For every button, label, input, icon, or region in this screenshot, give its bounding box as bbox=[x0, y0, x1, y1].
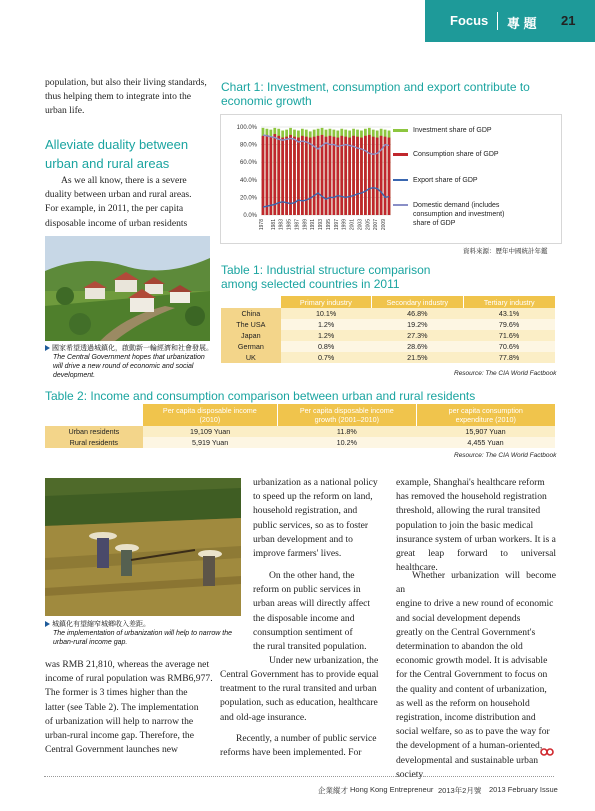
x-tick-label: 2005 bbox=[365, 219, 372, 231]
bar-consumption bbox=[384, 137, 387, 215]
row-label: Japan bbox=[221, 330, 281, 341]
legend-swatch bbox=[393, 204, 408, 206]
text-line: example, Shanghai's healthcare reform bbox=[396, 477, 545, 488]
bar-consumption bbox=[262, 136, 265, 215]
table-cell: 19,109 Yuan bbox=[143, 426, 278, 437]
y-tick-label: 100.0% bbox=[236, 125, 257, 131]
table-cell: 79.6% bbox=[463, 319, 555, 330]
y-tick-label: 0.0% bbox=[243, 213, 257, 219]
table-cell: 19.2% bbox=[372, 319, 463, 330]
text-line: has removed the household registration bbox=[396, 491, 547, 503]
y-tick-label: 20.0% bbox=[239, 195, 257, 202]
legend-label bbox=[413, 150, 499, 159]
bar-consumption bbox=[301, 136, 304, 215]
text-line: thus helping them to integrate into the bbox=[45, 91, 192, 103]
x-tick-label: 1993 bbox=[318, 219, 325, 231]
table1-title bbox=[221, 263, 561, 291]
caption-en-line: development. bbox=[53, 372, 96, 379]
legend-label-line: Domestic demand (includes bbox=[413, 202, 500, 209]
text-line: consumption sentiment of bbox=[253, 626, 353, 638]
right-col-para1 bbox=[396, 476, 556, 575]
table-cell: 77.8% bbox=[463, 352, 555, 363]
text-line: urbanization as a national policy bbox=[253, 477, 378, 488]
text-line: household registration, and bbox=[253, 505, 358, 517]
bar-consumption bbox=[340, 136, 343, 215]
row-label: Rural residents bbox=[45, 437, 143, 448]
table-row bbox=[221, 352, 555, 363]
text-line: the disposable income and bbox=[253, 612, 355, 624]
issue-zh: 2013年2月號 bbox=[438, 786, 482, 795]
x-tick-label: 1978 bbox=[258, 219, 265, 231]
x-tick-label: 1985 bbox=[286, 219, 293, 231]
table-header-cell: Tertiary industry bbox=[463, 296, 555, 308]
x-tick-label: 2003 bbox=[357, 219, 364, 231]
y-tick-label: 60.0% bbox=[239, 160, 257, 167]
chart-plot bbox=[221, 115, 561, 243]
bar-consumption bbox=[309, 138, 312, 215]
legend-label-line: Export share of GDP bbox=[413, 177, 478, 184]
legend-label-line: share of GDP bbox=[413, 220, 456, 227]
text-line: For example, in 2011, the per capita bbox=[45, 203, 184, 215]
text-line: duality between urban and rural areas. bbox=[45, 189, 192, 201]
text-line: determination to abandon the old bbox=[396, 641, 523, 653]
table-header-cell: Secondary industry bbox=[372, 296, 463, 308]
bar-consumption bbox=[333, 137, 336, 215]
text-line: disposable income of urban residents bbox=[45, 217, 188, 229]
text-line: and old-age insurance. bbox=[220, 711, 307, 723]
table1-title-line: among selected countries in 2011 bbox=[221, 277, 400, 291]
chart-title-line: economic growth bbox=[221, 94, 312, 108]
table-row bbox=[45, 437, 555, 448]
table-cell: 28.6% bbox=[372, 341, 463, 352]
x-tick-label: 2001 bbox=[349, 219, 356, 231]
bar-consumption bbox=[269, 137, 272, 215]
page-number: 21 bbox=[561, 13, 576, 28]
bar-consumption bbox=[372, 137, 375, 215]
text-line: The former is 3 times higher than the bbox=[45, 687, 188, 699]
header-line: expenditure (2010) bbox=[455, 415, 516, 424]
right-col-para2 bbox=[396, 569, 556, 782]
bar-consumption bbox=[344, 137, 347, 215]
text-line: reform on public services in bbox=[253, 584, 361, 596]
header-line: Per capita disposable income bbox=[299, 406, 394, 415]
text-line: improve farmers' lives. bbox=[253, 548, 342, 560]
caption-triangle-icon bbox=[45, 345, 50, 351]
legend-label bbox=[413, 126, 492, 135]
table-cell: 15,907 Yuan bbox=[416, 426, 555, 437]
middle-col-para2-cont bbox=[220, 668, 381, 725]
table-header-cell bbox=[416, 404, 555, 426]
legend-label-line: Investment share of GDP bbox=[413, 127, 492, 134]
text-line: population, but also their living standards, bbox=[45, 77, 207, 88]
text-line: income of rural population was RMB6,977. bbox=[45, 673, 213, 685]
table-cell: 0.7% bbox=[281, 352, 372, 363]
text-line: On the other hand, the bbox=[269, 570, 355, 581]
bar-consumption bbox=[266, 135, 269, 215]
table-header-row bbox=[221, 296, 555, 308]
subheading-line: Alleviate duality between bbox=[45, 137, 189, 152]
subheading bbox=[45, 135, 215, 173]
text-line: great leap forward to universal healthcare. bbox=[396, 548, 556, 574]
bar-consumption bbox=[325, 137, 328, 215]
table-cell: 70.6% bbox=[463, 341, 555, 352]
table-cell: 10.2% bbox=[278, 437, 416, 448]
bar-consumption bbox=[364, 136, 367, 215]
page-header bbox=[0, 0, 595, 42]
bar-consumption bbox=[305, 137, 308, 215]
text-line: population to join the basic medical bbox=[396, 519, 534, 531]
text-line: population, such as education, healthcare bbox=[220, 697, 378, 709]
bar-consumption bbox=[329, 136, 332, 215]
x-tick-label: 2009 bbox=[381, 219, 388, 231]
text-line: urban areas will directly affect bbox=[253, 598, 371, 610]
section-label: Focus bbox=[450, 13, 489, 28]
table-row bbox=[221, 308, 555, 319]
x-tick-label: 1987 bbox=[294, 219, 301, 231]
text-line: was RMB 21,810, whereas the average net bbox=[45, 659, 210, 670]
text-line: urban-rural income gap. Therefore, the bbox=[45, 730, 194, 742]
text-line: developmental and sustainable urban bbox=[396, 754, 538, 766]
footer-divider bbox=[44, 776, 554, 777]
table-row bbox=[221, 319, 555, 330]
table1-source: Resource: The CIA World Factbook bbox=[454, 370, 557, 377]
bar-consumption bbox=[297, 138, 300, 215]
text-line: Central Government launches new bbox=[45, 744, 178, 756]
text-line: economic growth model. It is advisable bbox=[396, 655, 548, 667]
table-cell: 10.1% bbox=[281, 308, 372, 319]
section-label-zh: 專 題 bbox=[507, 16, 537, 31]
table-header-cell bbox=[278, 404, 416, 426]
table1-title-line: Table 1: Industrial structure comparison bbox=[221, 263, 431, 277]
table-cell: 0.8% bbox=[281, 341, 372, 352]
bar-consumption bbox=[388, 138, 391, 215]
table-cell: 43.1% bbox=[463, 308, 555, 319]
text-line: of urbanization will help to narrow the bbox=[45, 715, 194, 727]
x-tick-label: 2007 bbox=[373, 219, 380, 231]
x-tick-label: 1989 bbox=[302, 219, 309, 231]
legend-label-line: consumption and investment) bbox=[413, 211, 505, 218]
y-tick-label: 40.0% bbox=[239, 177, 257, 184]
row-label: China bbox=[221, 308, 281, 319]
intro-text bbox=[45, 76, 208, 119]
bar-consumption bbox=[352, 136, 355, 215]
bar-consumption bbox=[368, 135, 371, 215]
table-cell: 71.6% bbox=[463, 330, 555, 341]
caption-en-line: will drive a new round of economic and social bbox=[53, 363, 194, 370]
income-consumption-table bbox=[45, 404, 555, 448]
chart-title bbox=[221, 80, 561, 108]
bar-consumption bbox=[348, 138, 351, 215]
text-line: for the Central Government to focus on bbox=[396, 669, 548, 681]
x-tick-label: 1995 bbox=[325, 219, 332, 231]
chart-source: 資料來源：歷年中國統計年鑑 bbox=[463, 248, 548, 255]
table-header-row bbox=[45, 404, 555, 426]
text-line: urban development and to bbox=[253, 533, 353, 545]
farmers-photo bbox=[45, 478, 241, 616]
industrial-structure-table bbox=[221, 296, 555, 363]
text-line: insurance system of urban workers. It is a bbox=[396, 533, 556, 545]
caption-zh: 國家希望透過城鎮化，啟動新一輪經濟和社會發展。 bbox=[52, 345, 213, 352]
text-line: latter (see Table 2). The implementation bbox=[45, 701, 199, 713]
caption-zh: 城鎮化有望縮窄城鄉收入差距。 bbox=[52, 621, 150, 628]
table-header-cell: Primary industry bbox=[281, 296, 372, 308]
text-line: reforms have been implemented. For bbox=[220, 747, 362, 759]
text-line: As we all know, there is a severe bbox=[61, 175, 187, 186]
table-row bbox=[221, 341, 555, 352]
legend-swatch bbox=[393, 179, 408, 181]
table-cell: 27.3% bbox=[372, 330, 463, 341]
chart-panel bbox=[220, 114, 562, 244]
text-line: engine to drive a new round of economic bbox=[396, 598, 554, 610]
table-header-cell bbox=[221, 296, 281, 308]
text-line: public services, so as to foster bbox=[253, 519, 369, 531]
table-cell: 4,455 Yuan bbox=[416, 437, 555, 448]
text-line: as well as the reform on household bbox=[396, 697, 530, 709]
text-line: Central Government has to provide equal bbox=[220, 669, 379, 680]
y-tick-label: 80.0% bbox=[239, 142, 257, 149]
header-line: Per capita disposable income bbox=[162, 406, 257, 415]
row-label: UK bbox=[221, 352, 281, 363]
caption-en-line: The implementation of urbanization will help to narrow the bbox=[53, 630, 232, 637]
middle-col-para2 bbox=[253, 569, 381, 668]
text-line: social welfare, so as to pave the way for bbox=[396, 726, 550, 738]
legend-swatch bbox=[393, 153, 408, 156]
text-line: the development of a human-oriented, bbox=[396, 740, 543, 752]
table-cell: 5,919 Yuan bbox=[143, 437, 278, 448]
text-line: registration, income distribution and bbox=[396, 712, 536, 724]
text-line: treatment to the rural transited and urban bbox=[220, 683, 377, 695]
chart-title-line: Chart 1: Investment, consumption and export contribute to bbox=[221, 80, 530, 94]
table-cell: 1.2% bbox=[281, 319, 372, 330]
text-line: greatly on the Central Government's bbox=[396, 626, 536, 638]
body-paragraph bbox=[45, 174, 208, 231]
text-line: to speed up the reform on land, bbox=[253, 491, 373, 503]
header-line: (2010) bbox=[199, 415, 221, 424]
row-label: German bbox=[221, 341, 281, 352]
table-cell: 21.5% bbox=[372, 352, 463, 363]
text-line: urban life. bbox=[45, 105, 85, 117]
caption-en-line: The Central Government hopes that urbanization bbox=[53, 354, 205, 361]
text-line: the quality and content of urbanization, bbox=[396, 683, 547, 695]
table-cell: 46.8% bbox=[372, 308, 463, 319]
magazine-name-en: Hong Kong Entrepreneur bbox=[350, 785, 434, 794]
table-row bbox=[221, 330, 555, 341]
caption-en-line: urban-rural income gap. bbox=[53, 639, 128, 646]
legend-label bbox=[413, 201, 504, 228]
middle-col-para3 bbox=[220, 732, 381, 760]
x-tick-label: 1981 bbox=[270, 219, 277, 231]
header-divider bbox=[497, 12, 498, 30]
issue-en: 2013 February Issue bbox=[489, 785, 558, 794]
x-tick-label: 1983 bbox=[278, 219, 285, 231]
x-tick-label: 1991 bbox=[310, 219, 317, 231]
table-cell: 11.8% bbox=[278, 426, 416, 437]
table-row bbox=[45, 426, 555, 437]
table-cell: 1.2% bbox=[281, 330, 372, 341]
bar-consumption bbox=[273, 134, 276, 215]
table2-source: Resource: The CIA World Factbook bbox=[454, 452, 557, 459]
legend-label bbox=[413, 176, 478, 185]
text-line: threshold, allowing the rural transited bbox=[396, 505, 541, 517]
bar-consumption bbox=[336, 138, 339, 215]
header-line: per capita consumption bbox=[448, 406, 523, 415]
caption-triangle-icon bbox=[45, 621, 50, 627]
header-line: growth (2001–2010) bbox=[314, 415, 379, 424]
text-line: Under new urbanization, the bbox=[269, 655, 379, 667]
x-tick-label: 1999 bbox=[341, 219, 348, 231]
row-label: Urban residents bbox=[45, 426, 143, 437]
legend-swatch bbox=[393, 129, 408, 132]
table-header-cell bbox=[45, 404, 143, 426]
text-line: Recently, a number of public service bbox=[236, 733, 377, 744]
subheading-line: urban and rural areas bbox=[45, 156, 170, 171]
table-header-cell bbox=[143, 404, 278, 426]
text-line: the rural transited population. bbox=[253, 641, 367, 653]
middle-col-para1 bbox=[253, 476, 381, 561]
text-line: society. bbox=[396, 768, 425, 780]
end-mark-icon bbox=[540, 743, 554, 751]
legend-label-line: Consumption share of GDP bbox=[413, 151, 499, 158]
magazine-name-zh: 企業縱才 bbox=[318, 786, 348, 795]
bar-consumption bbox=[313, 137, 316, 215]
bar-consumption bbox=[281, 138, 284, 215]
table2-title: Table 2: Income and consumption comparison between urban and rural residents bbox=[45, 389, 476, 403]
text-line: and social development depends bbox=[396, 612, 521, 624]
photo1-caption bbox=[45, 344, 215, 380]
photo2-caption bbox=[45, 620, 245, 647]
row-label: The USA bbox=[221, 319, 281, 330]
bottom-left-text bbox=[45, 658, 242, 757]
text-line: Whether urbanization will become an bbox=[396, 570, 556, 596]
x-tick-label: 1997 bbox=[333, 219, 340, 231]
village-photo bbox=[45, 236, 210, 341]
bar-consumption bbox=[376, 138, 379, 215]
